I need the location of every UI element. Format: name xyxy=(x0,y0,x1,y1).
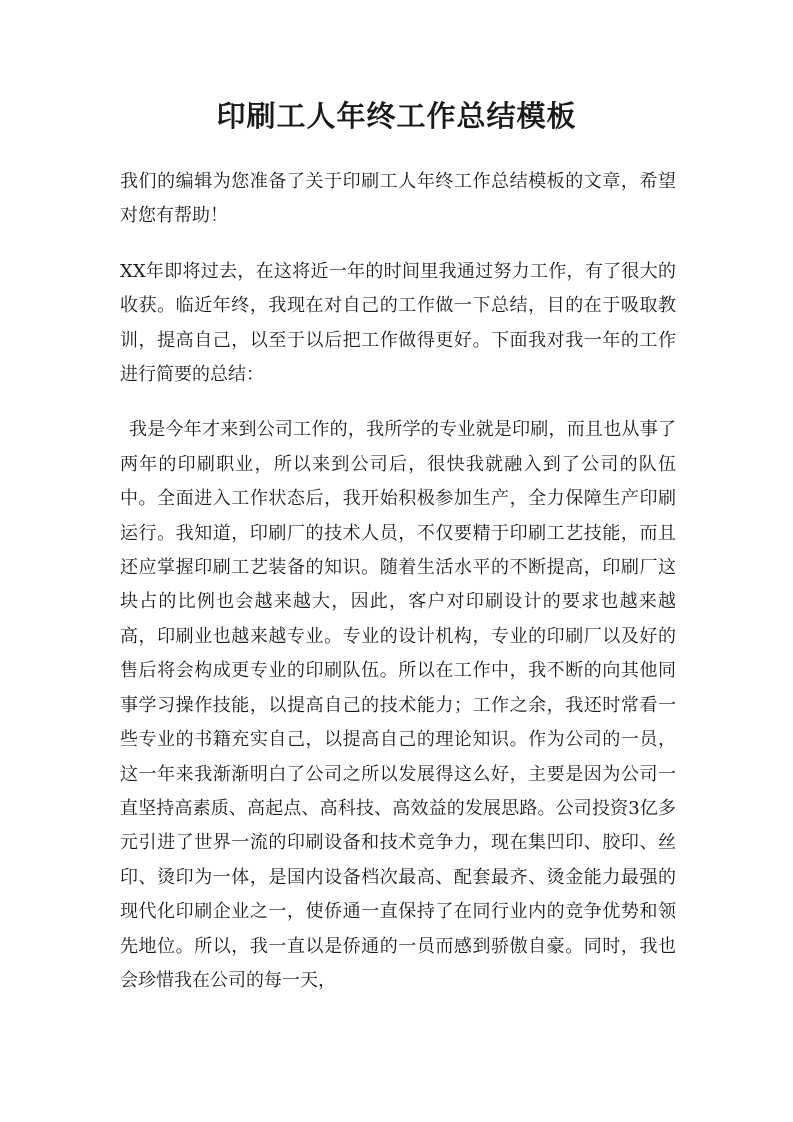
opening-paragraph: XX年即将过去，在这将近一年的时间里我通过努力工作，有了很大的收获。临近年终，我现在对自己的工作做一下总结，目的在于吸取教训，提高自己，以至于以后把工作做得更好。下面我对我一年的工作进行简要的总结： xyxy=(120,260,676,386)
document-body xyxy=(120,165,676,1019)
main-paragraph: 我是今年才来到公司工作的，我所学的专业就是印刷，而且也从事了两年的印刷职业，所以来到公司后，很快我就融入到了公司的队伍中。全面进入工作状态后，我开始积极参加生产，全力保障生产印刷运行。我知道，印刷厂的技术人员，不仅要精于印刷工艺技能，而且还应掌握印刷工艺装备的知识。随着生活水平的不断提高，印刷厂这块占的比例也会越来越大，因此，客户对印刷设计的要求也越来越高，印刷业也越来越专业。专业的设计机构，专业的印刷厂以及好的售后将会构成更专业的印刷队伍。所以在工作中，我不断的向其他同事学习操作技能，以提高自己的技术能力；工作之余，我还时常看一些专业的书籍充实自己，以提高自己的理论知识。作为公司的一员，这一年来我渐渐明白了公司之所以发展得这么好，主要是因为公司一直坚持高素质、高起点、高科技、高效益的发展思路。公司投资3亿多元引进了世界一流的印刷设备和技术竞争力，现在集凹印、胶印、丝印、烫印为一体，是国内设备档次最高、配套最齐、烫金能力最强的现代化印刷企业之一，使侨通一直保持了在同行业内的竞争优势和领先地位。所以，我一直以是侨通的一员而感到骄傲自豪。同时，我也会珍惜我在公司的每一天， xyxy=(120,419,676,991)
document-title: 印刷工人年终工作总结模板 xyxy=(216,99,577,133)
intro-paragraph: 我们的编辑为您准备了关于印刷工人年终工作总结模板的文章，希望对您有帮助！ xyxy=(120,171,676,227)
